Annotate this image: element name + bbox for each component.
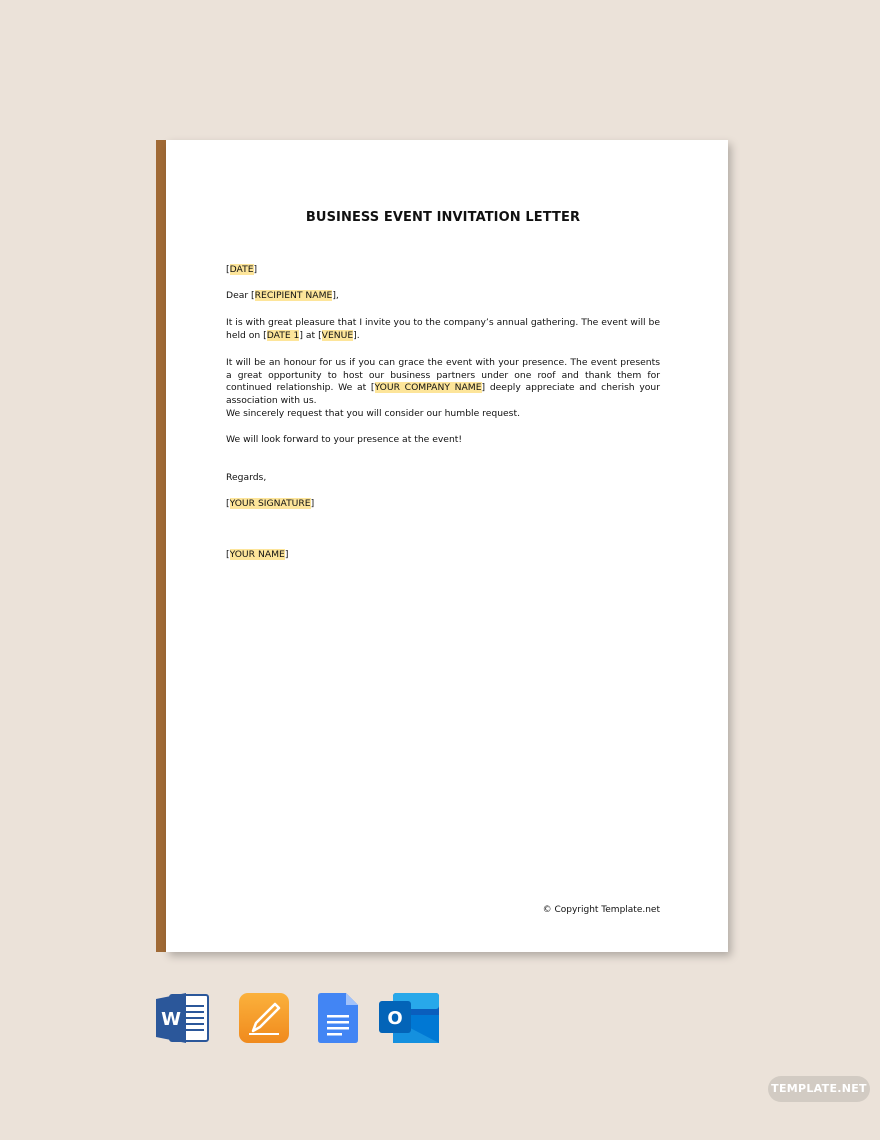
- pages-icon[interactable]: [239, 993, 289, 1043]
- google-docs-icon[interactable]: [318, 993, 358, 1043]
- venue-placeholder: VENUE: [321, 329, 354, 341]
- outlook-icon[interactable]: [379, 993, 439, 1043]
- name-placeholder: YOUR NAME: [229, 549, 285, 560]
- signature-placeholder: YOUR SIGNATURE: [229, 498, 311, 509]
- template-net-badge[interactable]: TEMPLATE.NET: [768, 1076, 870, 1102]
- request-paragraph: We sincerely request that you will consider our humble request.: [226, 408, 520, 419]
- word-icon[interactable]: [156, 993, 210, 1043]
- letter-page: [166, 140, 728, 952]
- svg-text:O: O: [387, 1008, 403, 1029]
- svg-text:W: W: [161, 1009, 181, 1030]
- copyright-notice: © Copyright Template.net: [542, 905, 660, 915]
- date-line: [DATE]: [226, 264, 258, 275]
- date1-placeholder: DATE 1: [266, 329, 300, 341]
- company-placeholder: YOUR COMPANY NAME: [374, 382, 482, 394]
- document-preview: [156, 140, 728, 952]
- signature-line: [YOUR SIGNATURE]: [226, 498, 315, 509]
- invitation-paragraph: It is with great pleasure that I invite you to the company’s annual gathering. The event will be held on [DATE 1] at [VENUE].: [226, 317, 660, 341]
- honour-paragraph: It will be an honour for us if you can grace the event with your presence. The event presents a great opportunity to host our business partners under one roof and thank them for continued relationship. We at [YOUR COMPANY NAME] deeply appreciate and cherish your association with us.: [226, 357, 660, 406]
- date-placeholder: DATE: [229, 264, 254, 275]
- format-icons: [156, 993, 456, 1043]
- recipient-placeholder: RECIPIENT NAME: [254, 290, 333, 301]
- binder-spine: [156, 140, 166, 952]
- letter-title: BUSINESS EVENT INVITATION LETTER: [305, 210, 581, 225]
- salutation-line: Dear [RECIPIENT NAME],: [226, 290, 339, 301]
- closing-line: Regards,: [226, 472, 267, 483]
- name-line: [YOUR NAME]: [226, 549, 289, 560]
- look-forward-paragraph: We will look forward to your presence at the event!: [226, 434, 463, 445]
